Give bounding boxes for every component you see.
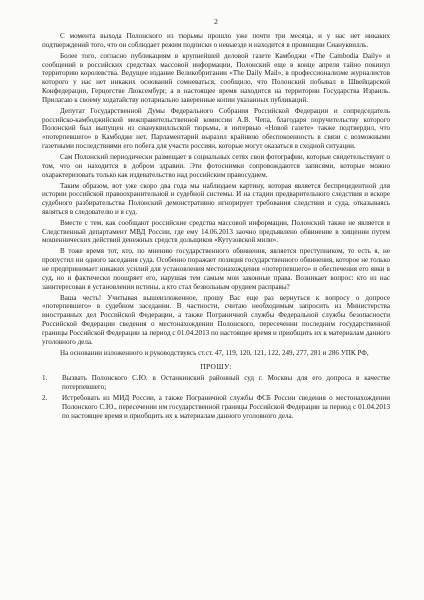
request-text: Вызвать Полонского С.Ю. в Останкинский районный суд г. Москвы для его допроса в качестве потерпевшего; — [62, 374, 390, 392]
paragraph: Депутат Государственной Думы Федерального Собрания Российской Федерации и сопредседатель российско-камбоджийской межправительственной комиссии А.В. Чепа, благодаря поручительству которого Полонский был выпущен из сиануквилльской тюрьмы, в интервью «Новой газете» также подтвердил, что «потерпевшего» в Камбодже нет. Парламентарий выразил крайнюю обеспокоенность в связи с возможными газетными последствиями его побега для участи россиян, которые могут оказаться в сходной ситуации. — [42, 106, 390, 150]
request-list — [42, 374, 390, 420]
paragraph: С момента выхода Полонского из тюрьмы прошло уже почти три месяца, и у нас нет никаких подтверждений того, что он соблюдает режим подписки о невыезде и находится в провинции Сиануквилль. — [42, 32, 390, 49]
request-item — [42, 394, 390, 420]
paragraph: Более того, согласно публикациям в крупнейшей деловой газете Камбоджи «The Cambodia Daily» и сообщений в российских средствах массовой информации, Полонский еще в конце апреля тайно покинул территорию королевства. Ведущее издание Великобритании «The Daily Mail», в профессионализме журналистов которого у нас нет никаких оснований сомневаться, сообщило, что Полонский побывал в Швейцарской Конфедерации, Герцогстве Люксембург, а в настоящее время находится на территории Государства Израиль. Прилагаю к своему ходатайству нотариально заверенные копии указанных публикаций. — [42, 51, 390, 104]
request-text: Истребовать из МИД России, а также Пограничной службы ФСБ России сведения о местонахождении Полонского С.Ю., пересечении им государственной границы Российской Федерации за период с 01.04.2013 по настоящее время и приобщить их к материалам данного уголовного дела. — [62, 394, 390, 421]
request-item — [42, 374, 390, 392]
request-heading: ПРОШУ: — [200, 362, 232, 372]
paragraph: На основании изложенного и руководствуясь ст.ст. 47, 119, 120, 121, 122, 249, 277, 281 и 286 УПК РФ, — [60, 348, 369, 357]
paragraph: Сам Полонский периодически размещает в социальных сетях свои фотографии, которые свидетельствуют о том, что он находится в добром здравии. Эти фотоснимки сопровождаются записями, которые можно охарактеризовать только как издевательство над российским правосудием. — [42, 152, 390, 179]
request-number: 1. — [42, 374, 48, 383]
paragraph: Таким образом, вот уже скоро два года мы наблюдаем картину, которая является беспрецедентной для истории российской правоохранительной и судебной системы. И на стадии предварительного следствия и вскоре судебного разбирательства Полонский демонстративно игнорирует требования следствия и суда, отказываясь являться в следователю и в суд. — [42, 181, 390, 216]
page-number: 2 — [214, 17, 218, 26]
paragraph: Вместе с тем, как сообщают российские средства массовой информации, Полонский также не является в Следственный департамент МВД России, где ему 14.06.2013 заочно предъявлено обвинение в хищении путем мошеннических действий денежных средств дольщиков «Кутузовской мили». — [42, 218, 390, 245]
paragraph: В тоже время тот, кто, по мнению государственного обвинения, является преступником, то есть я, не пропустил ни одного заседания суда. Особенно поражает позиция государственного обвинения, которое не только не предпринимает никаких усилий для установления местонахождения «потерпевшего» и обеспечения его явки в суд, но и фактически поощряет его, нарушая тем самым мои законные права. Возникает вопрос: кто из нас заинтересован в установлении истины, а кто стал безвольным орудием расправы? — [42, 247, 390, 291]
paragraph: Ваша честь! Учитывая вышеизложенное, прошу Вас еще раз вернуться к вопросу о допросе «потерпевшего» в судебном заседании. В частности, считаю необходимым запросить из Министерства иностранных дел Российской Федерации, а также Пограничной службы Федеральной службы безопасности Российской Федерации сведения о местонахождении Полонского, пересечении последним государственной границы Российской Федерации за период с 01.04.2013 по настоящее время и приобщить их к материалам данного уголовного дела. — [42, 293, 390, 346]
request-number: 2. — [42, 394, 48, 403]
